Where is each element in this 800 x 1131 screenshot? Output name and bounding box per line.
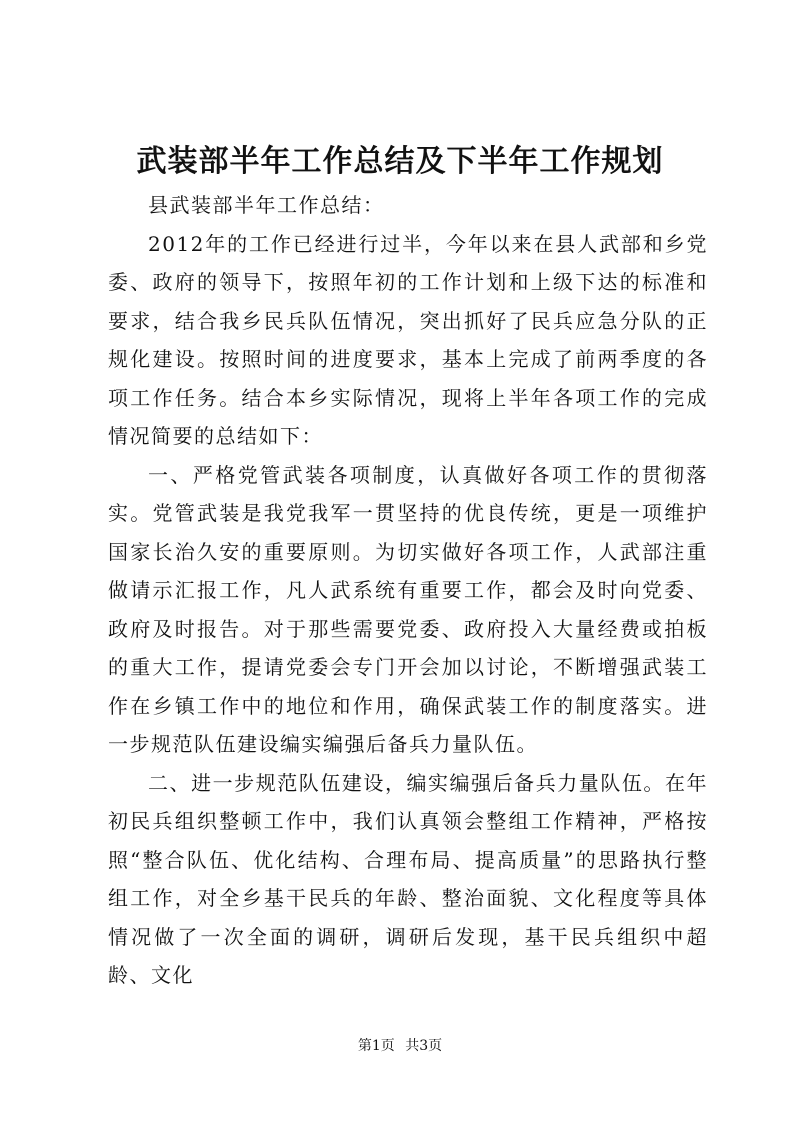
page-number: 第1页 bbox=[357, 1038, 395, 1054]
document-title: 武装部半年工作总结及下半年工作规划 bbox=[136, 144, 664, 179]
page-footer bbox=[0, 1036, 800, 1056]
paragraph-section-two: 二、进一步规范队伍建设，编实编强后备兵力量队伍。在年初民兵组织整顿工作中，我们认真领会整组工作精神，严格按照“整合队伍、优化结构、合理布局、提高质量”的思路执行整组工作，对全乡基干民兵的年龄、整治面貌、文化程度等具体情况做了一次全面的调研，调研后发现，基干民兵组织中超龄、文化 bbox=[108, 770, 708, 987]
paragraph-section-one: 一、严格党管武装各项制度，认真做好各项工作的贯彻落实。党管武装是我党我军一贯坚持的优良传统，更是一项维护国家长治久安的重要原则。为切实做好各项工作，人武部注重做请示汇报工作，凡人武系统有重要工作，都会及时向党委、政府及时报告。对于那些需要党委、政府投入大量经费或拍板的重大工作，提请党委会专门开会加以讨论，不断增强武装工作在乡镇工作中的地位和作用，确保武装工作的制度落实。进一步规范队伍建设编实编强后备兵力量队伍。 bbox=[108, 462, 708, 756]
paragraph-intro-heading: 县武装部半年工作总结： bbox=[148, 193, 385, 217]
document-body bbox=[108, 186, 708, 995]
paragraph-overview: 2012年的工作已经进行过半，今年以来在县人武部和乡党委、政府的领导下，按照年初的工作计划和上级下达的标准和要求，结合我乡民兵队伍情况，突出抓好了民兵应急分队的正规化建设。按照时间的进度要求，基本上完成了前两季度的各项工作任务。结合本乡实际情况，现将上半年各项工作的完成情况简要的总结如下： bbox=[108, 231, 708, 448]
page-total: 共3页 bbox=[405, 1038, 443, 1054]
